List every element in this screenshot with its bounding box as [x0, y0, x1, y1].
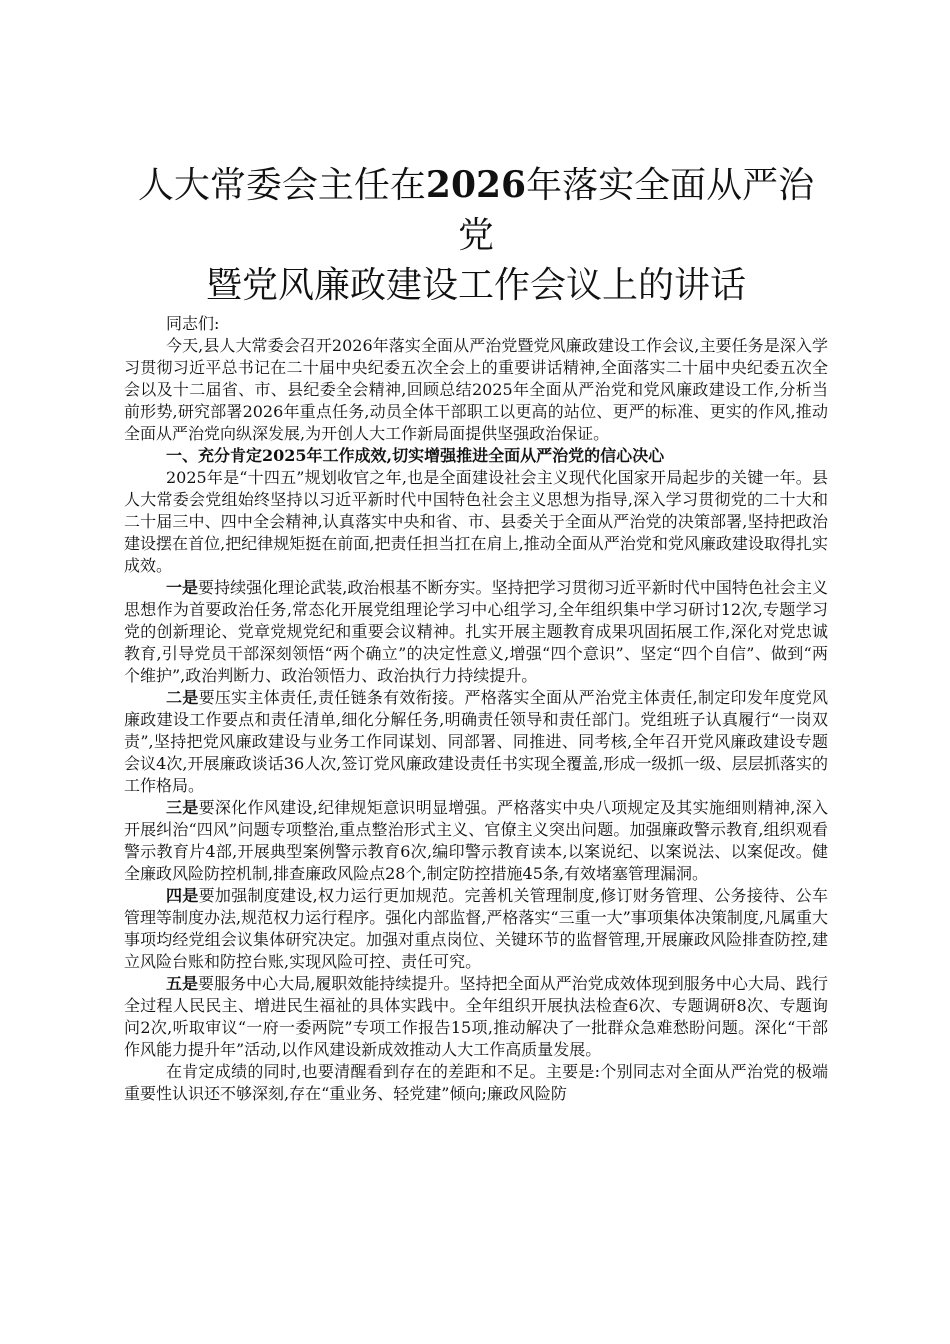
salutation: 同志们:	[166, 314, 220, 333]
item-paragraph	[124, 687, 828, 797]
item-text: 要服务中心大局,履职效能持续提升。坚持把全面从严治党成效体现到服务中心大局、践行全过程人民民主、增进民生福祉的具体实践中。全年组织开展执法检查6次、专题调研8次、专题询问2次,听取审议“一府一委两院”专项工作报告15项,推动解决了一批群众急难愁盼问题。深化“干部作风能力提升年”活动,以作风建设新成效推动人大工作高质量发展。	[124, 974, 828, 1059]
section-heading: 一、充分肯定2025年工作成效,切实增强推进全面从严治党的信心决心	[166, 446, 665, 465]
title-year: 2026	[425, 164, 527, 206]
intro-paragraph: 今天,县人大常委会召开2026年落实全面从严治党暨党风廉政建设工作会议,主要任务是深入学习贯彻习近平总书记在二十届中央纪委五次全会上的重要讲话精神,全面落实二十届中央纪委五次全会以及十二届省、市、县纪委全会精神,回顾总结2025年全面从严治党和党风廉政建设工作,分析当前形势,研究部署2026年重点任务,动员全体干部职工以更高的站位、更严的标准、更实的作风,推动全面从严治党向纵深发展,为开创人大工作新局面提供坚强政治保证。	[124, 336, 828, 443]
item-lead: 四是	[166, 886, 199, 905]
item-lead: 一是	[166, 578, 199, 597]
item-lead: 五是	[166, 974, 199, 993]
document-page	[124, 160, 828, 1105]
item-lead: 二是	[166, 688, 199, 707]
item-lead: 三是	[166, 798, 199, 817]
item-text: 要深化作风建设,纪律规矩意识明显增强。严格落实中央八项规定及其实施细则精神,深入开展纠治“四风”问题专项整治,重点整治形式主义、官僚主义突出问题。加强廉政警示教育,组织观看警示教育片4部,开展典型案例警示教育6次,编印警示教育读本,以案说纪、以案说法、以案促改。健全廉政风险防控机制,排查廉政风险点28个,制定防控措施45条,有效堵塞管理漏洞。	[124, 798, 828, 883]
item-text: 要加强制度建设,权力运行更加规范。完善机关管理制度,修订财务管理、公务接待、公车管理等制度办法,规范权力运行程序。强化内部监督,严格落实“三重一大”事项集体决策制度,凡属重大事项均经党组会议集体研究决定。加强对重点岗位、关键环节的监督管理,开展廉政风险排查防控,建立风险台账和防控台账,实现风险可控、责任可究。	[124, 886, 828, 971]
closing-paragraph: 在肯定成绩的同时,也要清醒看到存在的差距和不足。主要是:个别同志对全面从严治党的极端重要性认识还不够深刻,存在“重业务、轻党建”倾向;廉政风险防	[124, 1062, 828, 1103]
section-intro-paragraph: 2025年是“十四五”规划收官之年,也是全面建设社会主义现代化国家开局起步的关键一年。县人大常委会党组始终坚持以习近平新时代中国特色社会主义思想为指导,深入学习贯彻党的二十大和二十届三中、四中全会精神,认真落实中央和省、市、县委关于全面从严治党的决策部署,坚持把政治建设摆在首位,把纪律规矩挺在前面,把责任担当扛在肩上,推动全面从严治党和党风廉政建设取得扎实成效。	[124, 468, 828, 575]
item-paragraph	[124, 885, 828, 973]
title-line2: 暨党风廉政建设工作会议上的讲话	[205, 265, 746, 306]
title-line1-pre: 人大常委会主任在	[137, 165, 426, 206]
item-text: 要压实主体责任,责任链条有效衔接。严格落实全面从严治党主体责任,制定印发年度党风廉政建设工作要点和责任清单,细化分解任务,明确责任领导和责任部门。党组班子认真履行“一岗双责”,坚持把党风廉政建设与业务工作同谋划、同部署、同推进、同考核,全年召开党风廉政建设专题会议4次,开展廉政谈话36人次,签订党风廉政建设责任书实现全覆盖,形成一级抓一级、层层抓落实的工作格局。	[124, 688, 828, 795]
document-title	[124, 160, 828, 311]
item-paragraph	[124, 973, 828, 1061]
item-text: 要持续强化理论武装,政治根基不断夯实。坚持把学习贯彻习近平新时代中国特色社会主义思想作为首要政治任务,常态化开展党组理论学习中心组学习,全年组织集中学习研讨12次,专题学习党的创新理论、党章党规党纪和重要会议精神。扎实开展主题教育成果巩固拓展工作,深化对党忠诚教育,引导党员干部深刻领悟“两个确立”的决定性意义,增强“四个意识”、坚定“四个自信”、做到“两个维护”,政治判断力、政治领悟力、政治执行力持续提升。	[124, 578, 828, 685]
title-line1-post: 年落实全面从严治党	[457, 165, 815, 256]
item-paragraph	[124, 797, 828, 885]
item-paragraph	[124, 577, 828, 687]
